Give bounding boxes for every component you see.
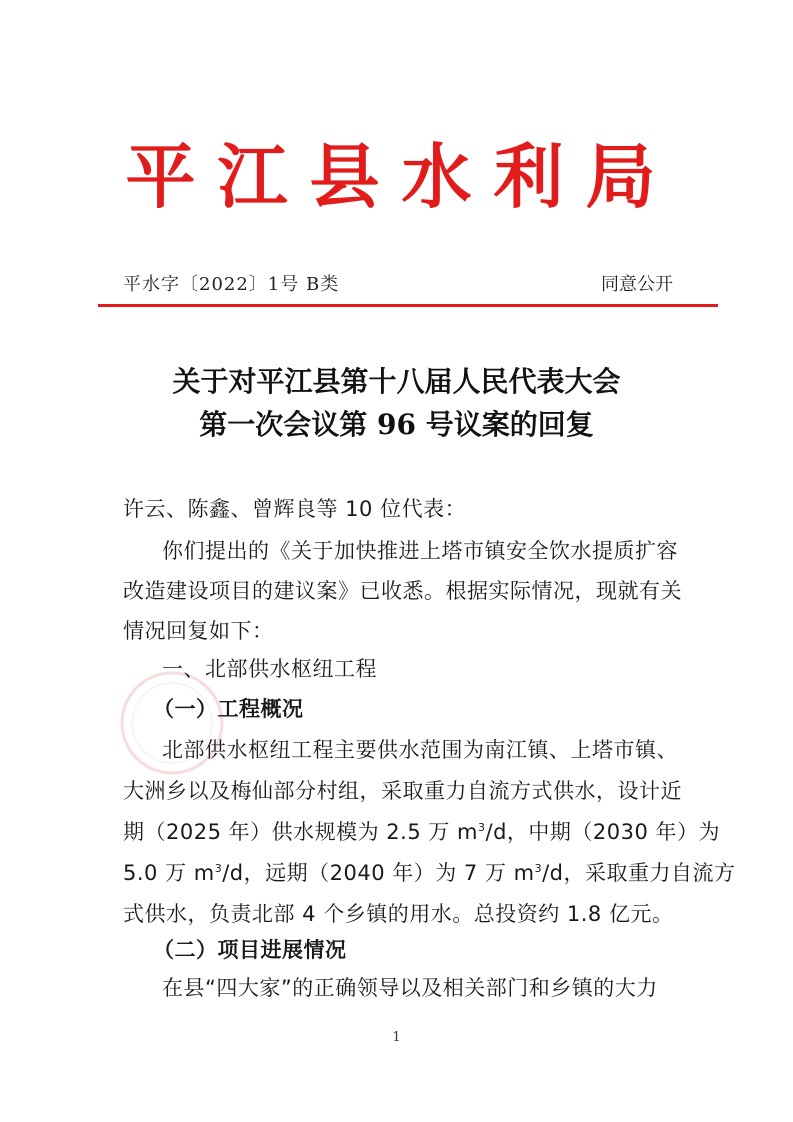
paragraph-2-line-4-part-b: /d，远期（2040 年）为 7 万 m [222, 861, 535, 885]
red-divider [98, 304, 718, 307]
paragraph-2-line-1: 北部供水枢纽工程主要供水范围为南江镇、上塔市镇、 [162, 738, 678, 762]
subheading-overview: （一）工程概况 [153, 697, 304, 721]
superscript-cube: 3 [534, 862, 543, 875]
paragraph-2-line-3-part-b: /d，中期（2030 年）为 [485, 820, 721, 844]
paragraph-1-line-3: 情况回复如下： [123, 619, 274, 643]
superscript-cube: 3 [214, 862, 223, 875]
paragraph-2-line-4 [123, 857, 736, 887]
paragraph-2-line-4-part-a: 5.0 万 m [123, 861, 215, 885]
paragraph-3-line-1: 在县“四大家”的正确领导以及相关部门和乡镇的大力 [162, 976, 658, 1000]
salutation: 许云、陈鑫、曾辉良等 10 位代表： [123, 497, 467, 521]
section-heading-1: 一、北部供水枢纽工程 [162, 657, 377, 681]
subheading-progress: （二）项目进展情况 [153, 938, 347, 962]
paragraph-2-line-3 [123, 816, 720, 846]
paragraph-1-line-2: 改造建设项目的建议案》已收悉。根据实际情况，现就有关 [123, 579, 682, 603]
paragraph-1-line-1: 你们提出的《关于加快推进上塔市镇安全饮水提质扩容 [162, 539, 678, 563]
document-title-line-2: 第一次会议第 96 号议案的回复 [199, 408, 594, 441]
page-number: 1 [392, 1030, 401, 1045]
paragraph-2-line-2: 大洲乡以及梅仙部分村组，采取重力自流方式供水，设计近 [123, 779, 682, 803]
document-title-line-1: 关于对平江县第十八届人民代表大会 [172, 365, 621, 398]
paragraph-2-line-4-part-c: /d，采取重力自流方 [542, 861, 736, 885]
document-number: 平水字〔2022〕1号 B类 [123, 274, 340, 295]
superscript-cube: 3 [478, 821, 486, 834]
agency-masthead: 平江县水利局 [125, 135, 678, 218]
paragraph-2-line-5: 式供水，负责北部 4 个乡镇的用水。总投资约 1.8 亿元。 [123, 902, 674, 926]
disclosure-status: 同意公开 [601, 274, 673, 295]
paragraph-2-line-3-part-a: 期（2025 年）供水规模为 2.5 万 m [123, 820, 478, 844]
